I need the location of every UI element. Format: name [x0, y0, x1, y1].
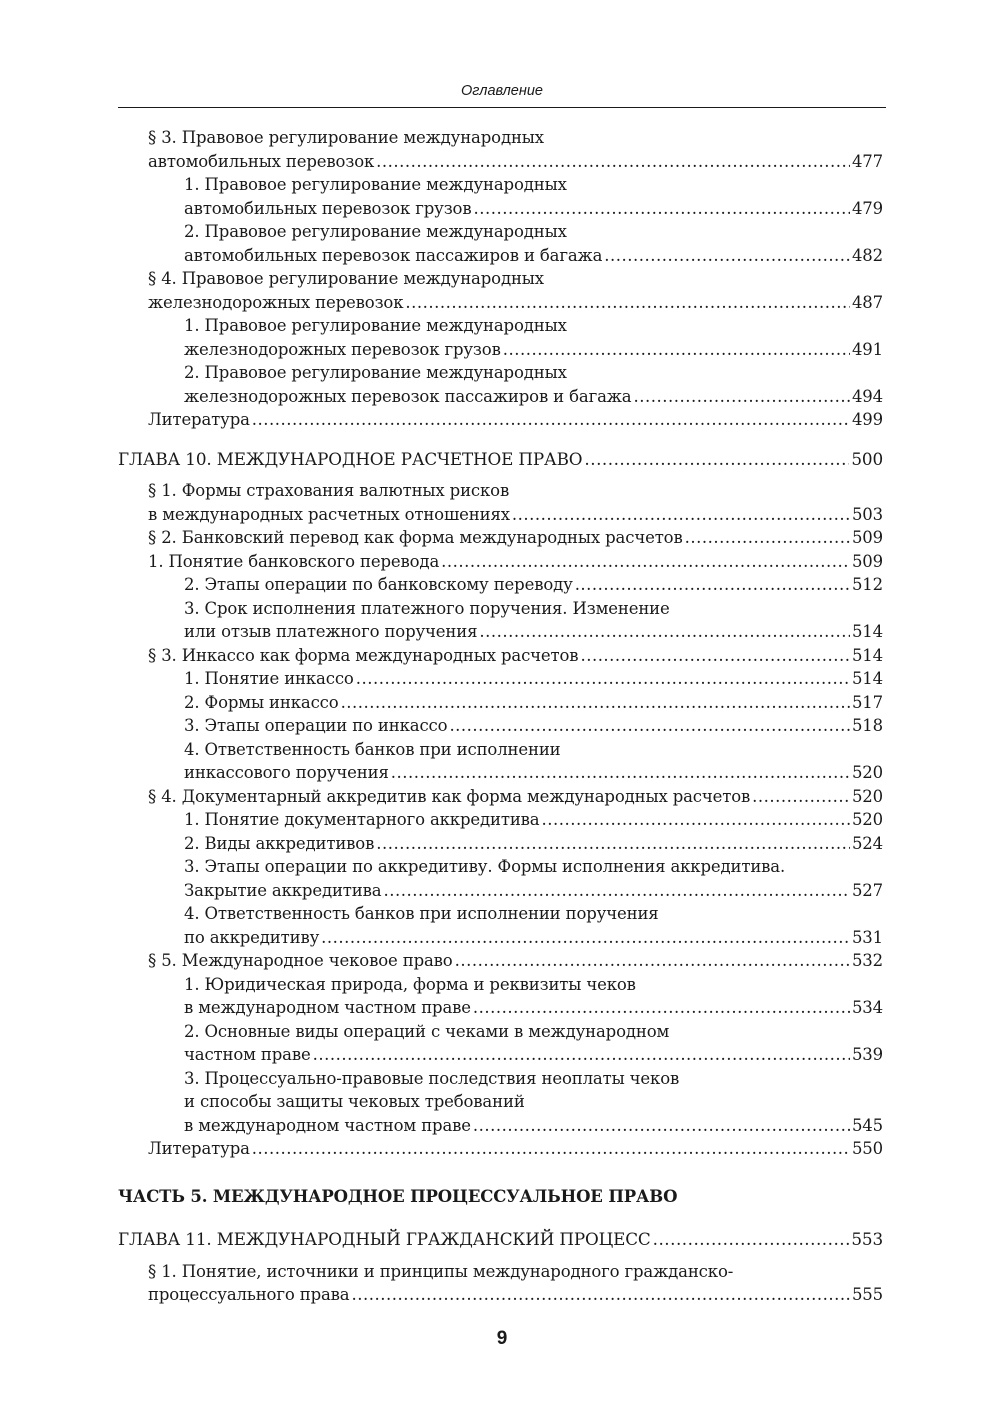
dot-leader [752, 785, 850, 809]
toc-entry-subsection[interactable] [184, 573, 883, 597]
toc-entry-line: автомобильных перевозок грузов [184, 198, 472, 218]
toc-entry-subsection[interactable] [184, 597, 883, 644]
toc-page-number: 534 [851, 998, 883, 1017]
toc-page-number: 509 [851, 551, 883, 571]
toc-page-number: 527 [851, 880, 883, 900]
toc-entry-line: автомобильных перевозок пассажиров и багажа [184, 245, 603, 265]
dot-leader [584, 448, 849, 472]
toc-entry-line: 1. Понятие документарного аккредитива [184, 810, 540, 829]
toc-entry-subsection[interactable] [148, 550, 883, 574]
toc-page-number: 514 [851, 669, 883, 688]
toc-entry-section[interactable] [148, 526, 883, 550]
dot-leader [376, 832, 850, 856]
toc-entry-line: 1. Правовое регулирование международных [184, 175, 567, 194]
toc-entry-line: 1. Понятие инкассо [184, 669, 354, 688]
toc-page-number: 479 [851, 198, 883, 218]
toc-entry-subsection[interactable] [184, 691, 883, 715]
toc-page-number: 482 [851, 245, 883, 265]
toc-page-number: 518 [851, 716, 883, 735]
toc-entry-line: § 1. Формы страхования валютных рисков [148, 481, 510, 500]
toc-entry-subsection[interactable] [184, 902, 883, 949]
toc-page-number: 509 [851, 528, 883, 547]
toc-page-number: 500 [851, 448, 883, 469]
toc-entry-section-3-auto[interactable] [148, 126, 883, 173]
toc-entry-line: инкассового поручения [184, 763, 389, 782]
toc-entry-line: 2. Основные виды операций с чеками в международном [184, 1021, 670, 1041]
toc-entry-line: Литература [148, 1139, 250, 1158]
toc-entry-section[interactable] [148, 479, 883, 526]
dot-leader [449, 714, 850, 738]
toc-entry-section[interactable] [148, 1260, 883, 1307]
toc-entry-literature[interactable] [148, 1137, 883, 1161]
toc-entry-subsection[interactable] [184, 1067, 883, 1138]
dot-leader [685, 526, 850, 550]
toc-page-number: 477 [851, 151, 883, 171]
toc-chapter-title: ГЛАВА 10. МЕЖДУНАРОДНОЕ РАСЧЕТНОЕ ПРАВО [118, 448, 583, 469]
dot-leader [653, 1228, 850, 1252]
toc-entry-line: 3. Этапы операции по аккредитиву. Формы исполнения аккредитива. [184, 857, 786, 876]
toc-page-number: 520 [851, 810, 883, 829]
toc-entry-line: 2. Виды аккредитивов [184, 833, 375, 853]
toc-entry-subsection[interactable] [184, 973, 883, 1020]
toc-entry-line: 3. Этапы операции по инкассо [184, 716, 448, 735]
toc-entry-line: в международном частном праве [184, 1115, 471, 1135]
dot-leader [479, 620, 850, 644]
toc-entry-line: § 4. Правовое регулирование международных [148, 269, 544, 288]
toc-entry-line: процессуального права [148, 1285, 350, 1304]
toc-page-number: 555 [851, 1285, 883, 1304]
toc-page-number: 524 [851, 833, 883, 853]
toc-entry-line: 1. Юридическая природа, форма и реквизиты чеков [184, 974, 636, 994]
dot-leader [473, 197, 849, 221]
dot-leader [252, 408, 850, 432]
toc-page-number: 494 [851, 386, 883, 406]
toc-entry-line: § 1. Понятие, источники и принципы международного гражданско- [148, 1261, 734, 1281]
dot-leader [321, 926, 850, 950]
toc-entry-subsection[interactable] [184, 738, 883, 785]
toc-part-heading[interactable]: ЧАСТЬ 5. МЕЖДУНАРОДНОЕ ПРОЦЕССУАЛЬНОЕ ПРАВО [118, 1186, 678, 1206]
toc-entry-line: и способы защиты чековых требований [184, 1092, 525, 1111]
toc-page-number: 499 [851, 410, 883, 429]
toc-entry-subsection[interactable] [184, 361, 883, 408]
toc-entry-line: § 4. Документарный аккредитив как форма международных расчетов [148, 786, 751, 806]
toc-entry-chapter-11[interactable] [118, 1228, 883, 1252]
toc-entry-line: § 3. Правовое регулирование международных [148, 128, 544, 147]
toc-entry-line: 3. Срок исполнения платежного поручения. Изменение [184, 598, 670, 618]
toc-entry-section-4-rail[interactable] [148, 267, 883, 314]
toc-page-number: 491 [851, 339, 883, 359]
toc-entry-subsection[interactable] [184, 667, 883, 691]
toc-page-number: 512 [851, 575, 883, 594]
header-rule [118, 107, 886, 108]
toc-page-number: 514 [851, 622, 883, 641]
toc-entry-section[interactable] [148, 644, 883, 668]
toc-entry-line: железнодорожных перевозок [148, 292, 404, 312]
toc-entry-subsection[interactable] [184, 714, 883, 738]
toc-entry-line: § 3. Инкассо как форма международных расчетов [148, 645, 579, 665]
dot-leader [473, 1114, 850, 1138]
toc-entry-line: по аккредитиву [184, 927, 320, 947]
dot-leader [580, 644, 850, 668]
toc-entry-subsection[interactable] [184, 1020, 883, 1067]
toc-entry-line: Закрытие аккредитива [184, 880, 382, 900]
dot-leader [383, 879, 849, 903]
toc-page-number: 520 [851, 786, 883, 806]
running-header: Оглавление [461, 83, 543, 99]
toc-entry-line: 1. Правовое регулирование международных [184, 316, 567, 335]
toc-entry-subsection[interactable] [184, 220, 883, 267]
toc-entry-subsection[interactable] [184, 855, 883, 902]
dot-leader [356, 667, 850, 691]
toc-entry-line: 1. Понятие банковского перевода [148, 551, 440, 571]
dot-leader [604, 244, 850, 268]
dot-leader [455, 949, 850, 973]
toc-entry-literature[interactable] [148, 408, 883, 432]
toc-entry-line: 4. Ответственность банков при исполнении поручения [184, 904, 659, 923]
dot-leader [441, 550, 850, 574]
dot-leader [376, 150, 850, 174]
toc-entry-section[interactable] [148, 785, 883, 809]
toc-entry-line: 2. Правовое регулирование международных [184, 363, 567, 382]
toc-entry-line: 2. Правовое регулирование международных [184, 222, 567, 241]
toc-entry-line: в международных расчетных отношениях [148, 504, 510, 524]
page-number: 9 [496, 1328, 508, 1349]
toc-entry-line: § 2. Банковский перевод как форма международных расчетов [148, 528, 683, 547]
toc-entry-subsection[interactable] [184, 314, 883, 361]
dot-leader [503, 338, 850, 362]
toc-page-number: 514 [851, 645, 883, 665]
toc-entry-line: § 5. Международное чековое право [148, 951, 453, 970]
toc-entry-line: автомобильных перевозок [148, 151, 375, 171]
toc-entry-line: Литература [148, 410, 250, 429]
dot-leader [512, 503, 850, 527]
toc-entry-line: частном праве [184, 1045, 311, 1064]
toc-entry-line: железнодорожных перевозок грузов [184, 339, 501, 359]
dot-leader [634, 385, 850, 409]
toc-entry-chapter-10[interactable] [118, 448, 883, 472]
dot-leader [575, 573, 850, 597]
toc-entry-line: железнодорожных перевозок пассажиров и багажа [184, 386, 632, 406]
toc-entry-line: 2. Формы инкассо [184, 692, 339, 712]
toc-page-number: 545 [851, 1115, 883, 1135]
toc-page-number: 531 [851, 927, 883, 947]
toc-entry-subsection[interactable] [184, 808, 883, 832]
toc-entry-subsection[interactable] [184, 173, 883, 220]
dot-leader [405, 291, 850, 315]
toc-chapter-title: ГЛАВА 11. МЕЖДУНАРОДНЫЙ ГРАЖДАНСКИЙ ПРОЦЕСС [118, 1229, 651, 1249]
table-of-contents [118, 126, 883, 1307]
toc-entry-line: или отзыв платежного поручения [184, 622, 478, 641]
toc-page-number: 520 [851, 763, 883, 782]
toc-page-number: 550 [851, 1139, 883, 1158]
dot-leader [473, 996, 850, 1020]
toc-entry-line: 4. Ответственность банков при исполнении [184, 739, 561, 759]
dot-leader [391, 761, 850, 785]
dot-leader [542, 808, 850, 832]
toc-entry-subsection[interactable] [184, 832, 883, 856]
toc-page-number: 553 [851, 1229, 883, 1249]
toc-page-number: 517 [851, 692, 883, 712]
toc-page-number: 539 [851, 1045, 883, 1064]
toc-page-number: 532 [851, 951, 883, 970]
dot-leader [341, 691, 850, 715]
toc-entry-line: в международном частном праве [184, 998, 471, 1017]
dot-leader [352, 1283, 850, 1307]
toc-entry-line: 3. Процессуально-правовые последствия неоплаты чеков [184, 1068, 680, 1088]
toc-entry-section[interactable] [148, 949, 883, 973]
dot-leader [313, 1043, 850, 1067]
dot-leader [252, 1137, 850, 1161]
toc-page-number: 487 [851, 292, 883, 312]
toc-page-number: 503 [851, 504, 883, 524]
toc-entry-line: 2. Этапы операции по банковскому переводу [184, 575, 573, 594]
